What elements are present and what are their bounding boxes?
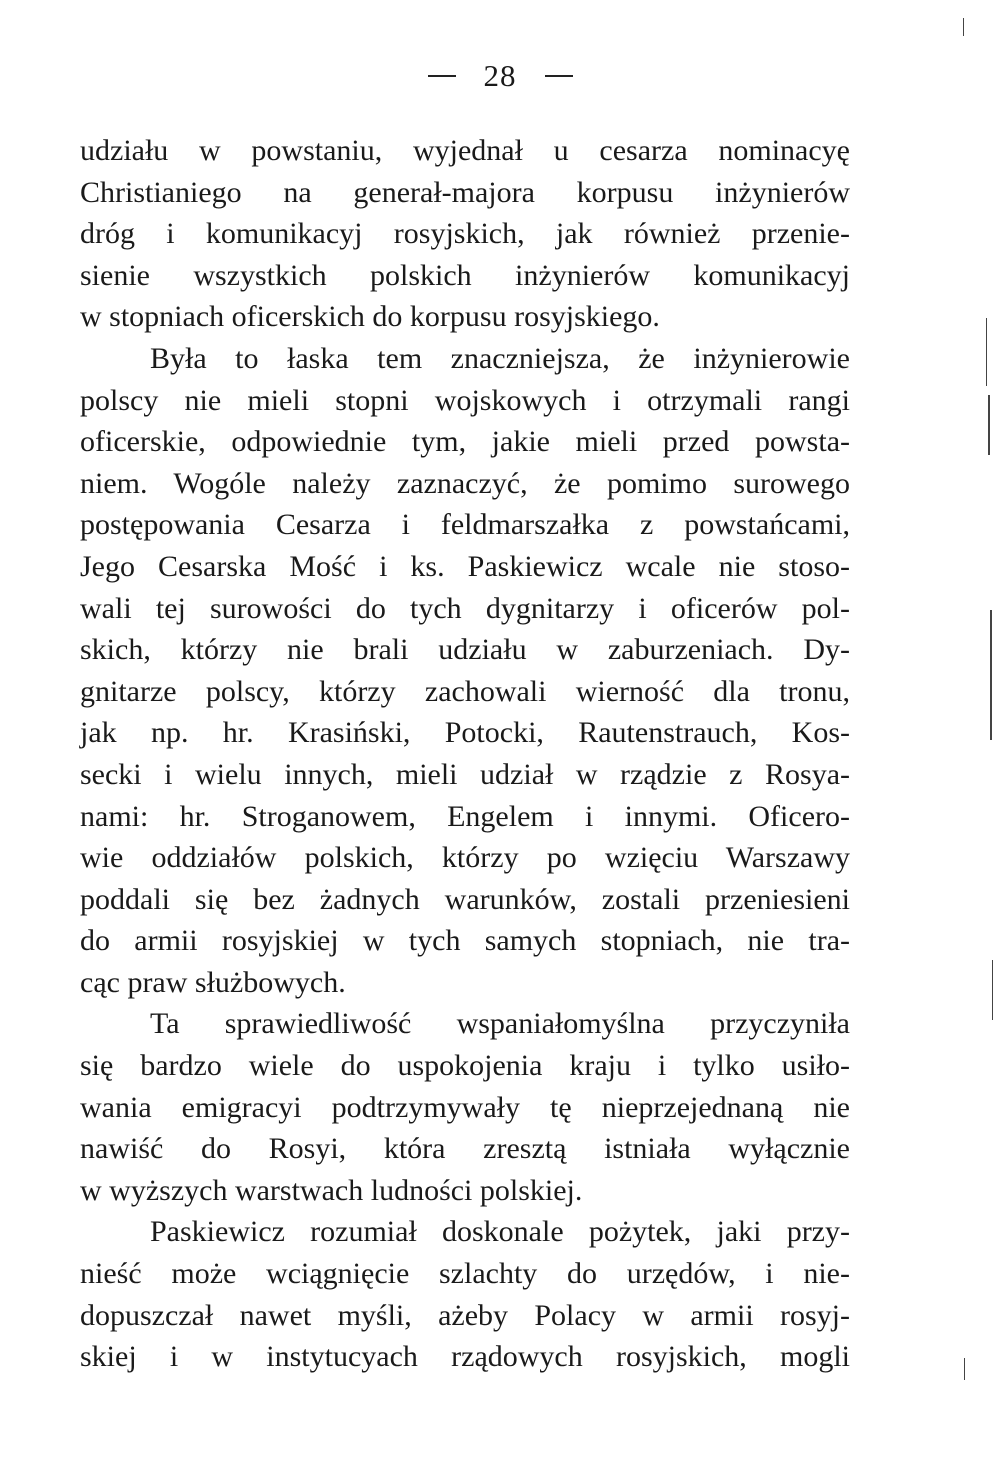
margin-mark [964, 1358, 965, 1380]
margin-mark [992, 960, 993, 1020]
text-line: postępowania Cesarza i feldmarszałka z powstańcami, [80, 508, 850, 542]
text-line: oficerskie, odpowiednie tym, jakie mieli przed powsta- [80, 425, 850, 459]
text-line: nawiść do Rosyi, która zresztą istniała wyłącznie [80, 1132, 850, 1166]
text-line: dróg i komunikacyj rosyjskich, jak również przenie- [80, 217, 850, 251]
text-line: niem. Wogóle należy zaznaczyć, że pomimo surowego [80, 466, 850, 500]
text-line: udziału w powstaniu, wyjednał u cesarza nominacyę [80, 134, 850, 167]
body-text [80, 130, 850, 1378]
text-line: skich, którzy nie brali udziału w zaburzeniach. Dy- [80, 633, 850, 667]
text-line: Jego Cesarska Mość i ks. Paskiewicz wcale nie stoso- [80, 549, 850, 583]
text-line: Paskiewicz rozumiał doskonale pożytek, jaki przy- [150, 1215, 850, 1249]
margin-mark [986, 318, 987, 386]
text-line: wali tej surowości do tych dygnitarzy i oficerów pol- [80, 591, 850, 625]
text-line: nieść może wciągnięcie szlachty do urzędów, i nie- [80, 1257, 850, 1291]
text-line: nami: hr. Stroganowem, Engelem i innymi. Oficero- [80, 799, 850, 833]
margin-mark [988, 395, 990, 455]
text-line: w wyższych warstwach ludności polskiej. [80, 1173, 583, 1207]
text-line: wania emigracyi podtrzymywały tę nieprzejednaną nie [80, 1090, 850, 1124]
text-line: poddali się bez żadnych warunków, zostali przeniesieni [80, 882, 850, 916]
margin-mark [963, 18, 964, 36]
text-line: Christianiego na generał-majora korpusu inżynierów [80, 175, 850, 209]
text-line: secki i wielu innych, mieli udział w rządzie z Rosya- [80, 757, 850, 791]
margin-mark [990, 610, 992, 740]
text-line: w stopniach oficerskich do korpusu rosyjskiego. [80, 300, 660, 334]
text-line: wie oddziałów polskich, którzy po wzięciu Warszawy [80, 841, 850, 875]
page-number-value: 28 [483, 57, 517, 93]
text-line: jak np. hr. Krasiński, Potocki, Rautenstrauch, Kos- [80, 716, 850, 750]
text-line: skiej i w instytucyach rządowych rosyjskich, mogli [80, 1340, 850, 1374]
text-line: dopuszczał nawet myśli, ażeby Polacy w armii rosyj- [80, 1298, 850, 1332]
text-line: sienie wszystkich polskich inżynierów komunikacyj [80, 258, 850, 292]
text-line: Była to łaska tem znaczniejsza, że inżynierowie [150, 341, 850, 375]
text-line: się bardzo wiele do uspokojenia kraju i tylko usiło- [80, 1049, 850, 1083]
dash-left [428, 75, 456, 77]
text-line: polscy nie mieli stopni wojskowych i otrzymali rangi [80, 383, 850, 417]
page-number [0, 55, 1000, 94]
text-line: cąc praw służbowych. [80, 965, 346, 999]
text-line: Ta sprawiedliwość wspaniałomyślna przyczyniła [150, 1007, 850, 1041]
text-line: do armii rosyjskiej w tych samych stopniach, nie tra- [80, 924, 850, 958]
text-line: gnitarze polscy, którzy zachowali wierność dla tronu, [80, 674, 850, 708]
dash-right [545, 75, 573, 77]
